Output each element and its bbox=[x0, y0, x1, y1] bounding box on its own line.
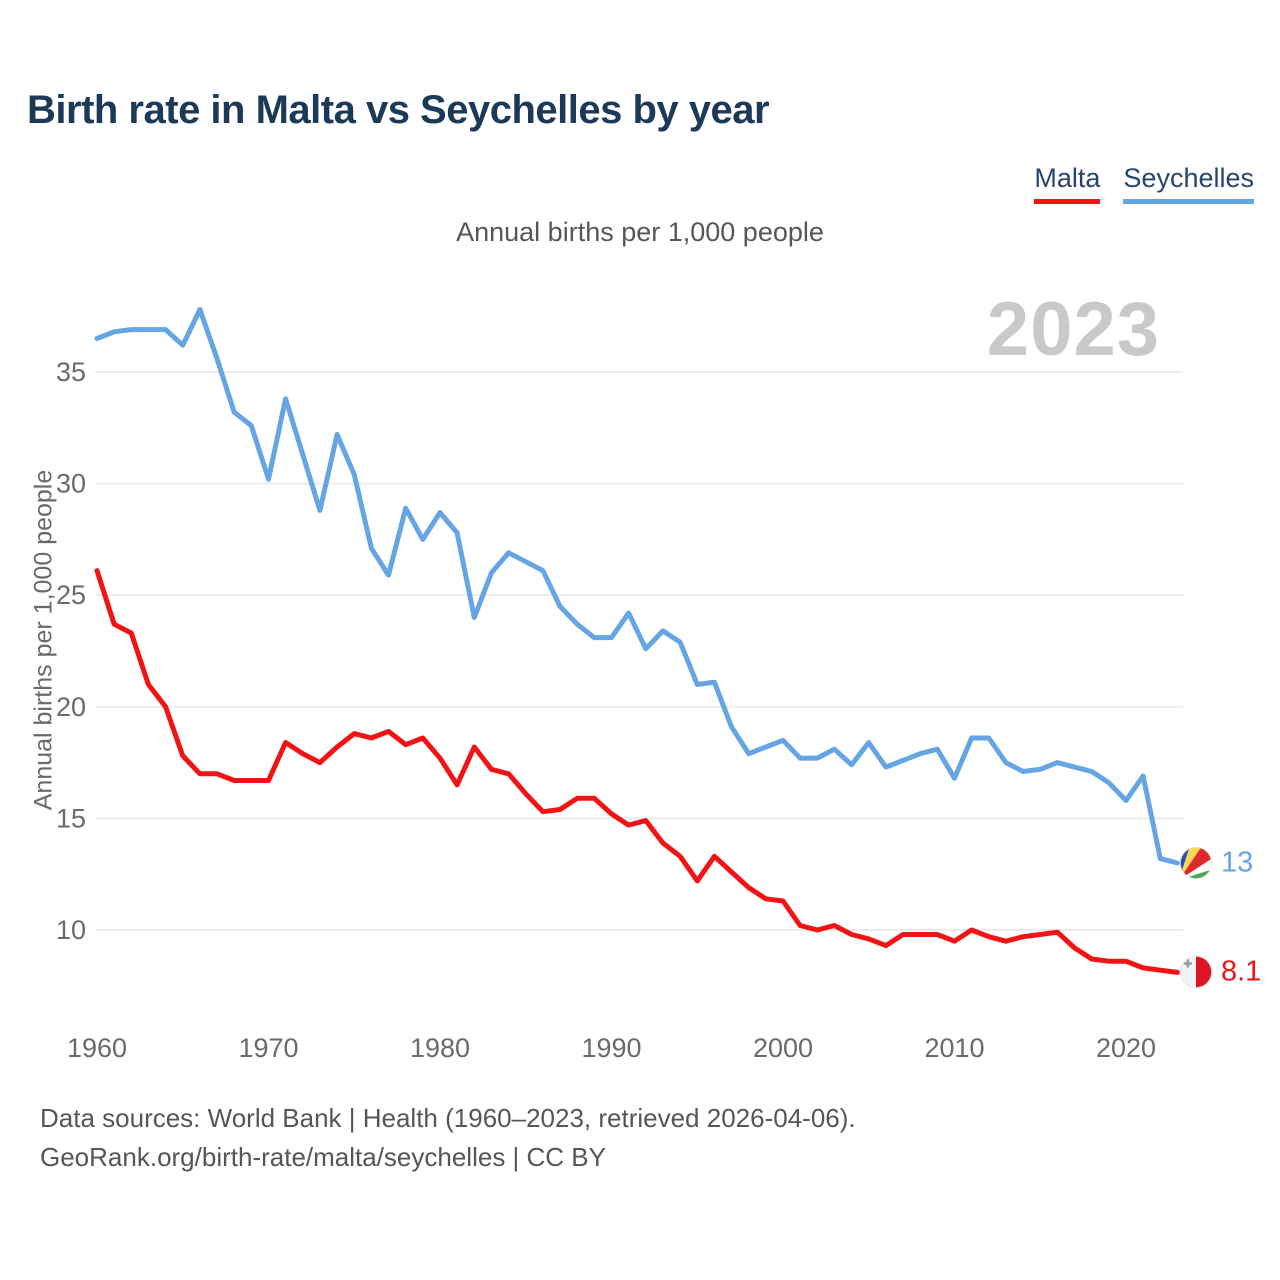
y-tick-label: 20 bbox=[55, 691, 86, 722]
y-tick-label: 25 bbox=[55, 580, 86, 611]
x-tick-label: 1960 bbox=[66, 1033, 128, 1063]
footer bbox=[40, 1099, 856, 1177]
seychelles-flag-icon bbox=[1179, 846, 1213, 880]
seychelles-end-value: 13 bbox=[1221, 846, 1254, 879]
y-tick-label: 15 bbox=[55, 803, 86, 834]
legend-item-malta[interactable]: Malta bbox=[1034, 163, 1100, 204]
y-tick-label: 35 bbox=[55, 357, 86, 387]
malta-flag-icon bbox=[1179, 955, 1213, 989]
chart-subtitle: Annual births per 1,000 people bbox=[456, 217, 824, 247]
legend-item-seychelles[interactable]: Seychelles bbox=[1123, 163, 1254, 204]
footer-sources-line: Data sources: World Bank | Health (1960–2023, retrieved 2026-04-06). bbox=[40, 1103, 856, 1133]
x-tick-label: 1980 bbox=[409, 1033, 471, 1063]
year-watermark: 2023 bbox=[986, 287, 1160, 372]
y-tick-label: 10 bbox=[55, 915, 86, 945]
x-tick-label: 2010 bbox=[924, 1033, 985, 1063]
x-tick-label: 2020 bbox=[1095, 1033, 1157, 1063]
footer-attribution-line: GeoRank.org/birth-rate/malta/seychelles | CC BY bbox=[40, 1142, 606, 1172]
y-tick-label: 30 bbox=[55, 468, 86, 499]
malta-end-value: 8.1 bbox=[1221, 955, 1262, 988]
x-tick-label: 1990 bbox=[581, 1033, 642, 1063]
x-tick-label: 2000 bbox=[752, 1033, 814, 1063]
page-title: Birth rate in Malta vs Seychelles by year bbox=[27, 88, 770, 132]
y-axis-title: Annual births per 1,000 people bbox=[29, 469, 58, 811]
x-tick-label: 1970 bbox=[238, 1033, 299, 1063]
